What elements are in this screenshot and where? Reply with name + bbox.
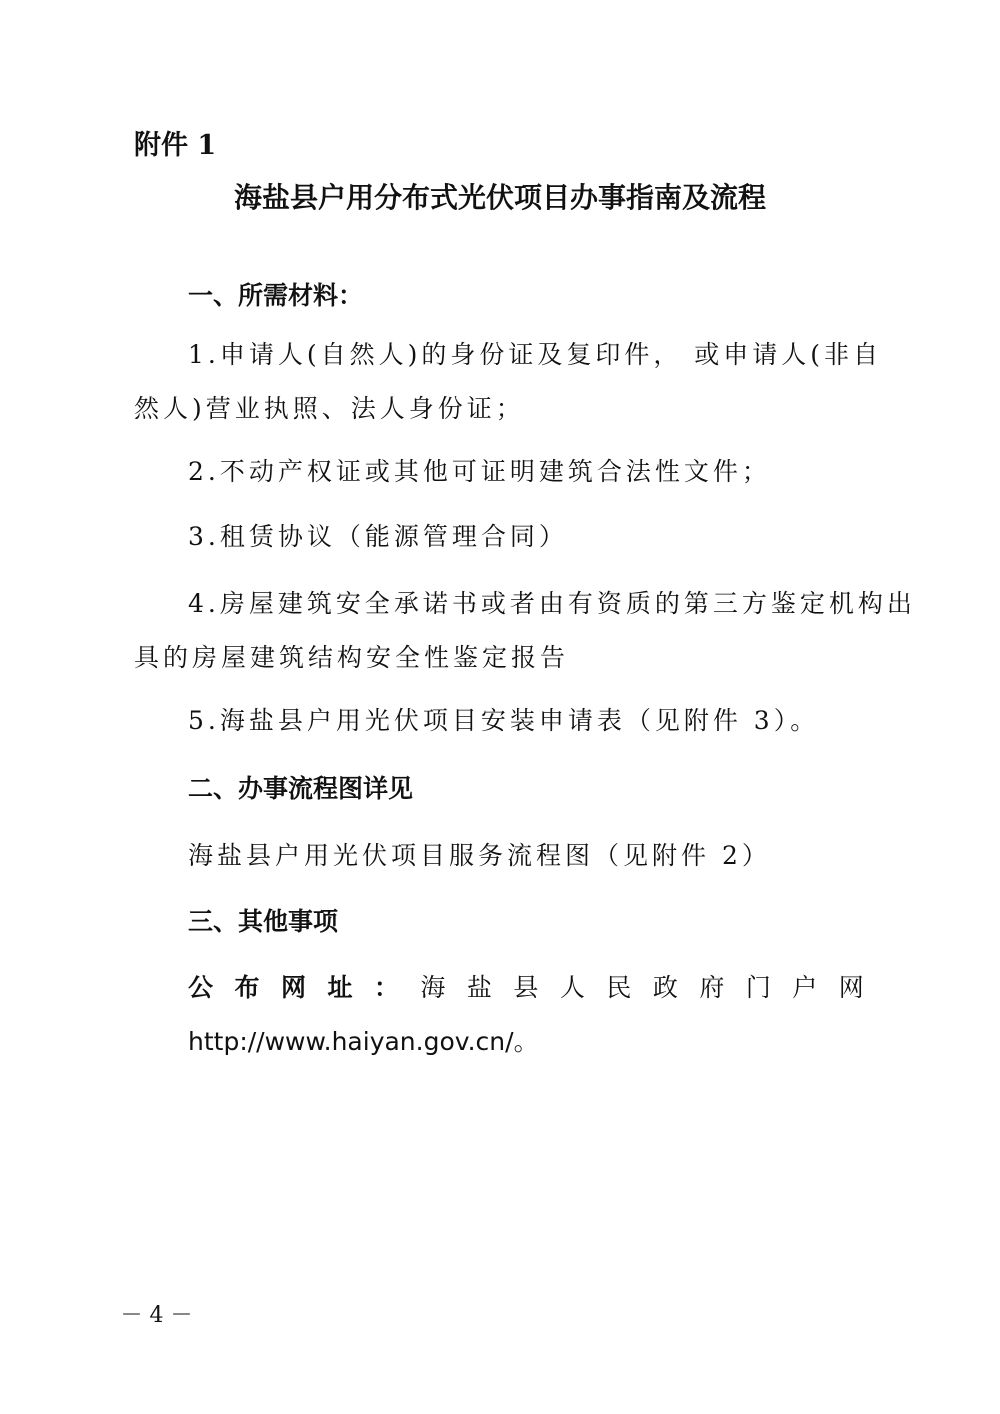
website-label-char: 址 xyxy=(327,973,353,1002)
website-label-char: 政 xyxy=(652,973,678,1002)
page-number: － 4 － xyxy=(120,1303,193,1328)
website-label-char: 公 xyxy=(188,973,214,1002)
materials-item-1-line-1: 1.申请人(自然人)的身份证及复印件， 或申请人(非自 xyxy=(188,340,883,369)
document-title: 海盐县户用分布式光伏项目办事指南及流程 xyxy=(233,181,766,214)
website-label-char: 府 xyxy=(699,973,725,1002)
materials-item-4-line-2: 具的房屋建筑结构安全性鉴定报告 xyxy=(134,643,570,672)
materials-item-1-line-2: 然人)营业执照、法人身份证； xyxy=(134,394,525,423)
materials-item-5: 5.海盐县户用光伏项目安装申请表（见附件 3）。 xyxy=(188,706,820,735)
materials-item-2: 2.不动产权证或其他可证明建筑合法性文件； xyxy=(188,457,771,486)
materials-item-3: 3.租赁协议（能源管理合同） xyxy=(188,522,568,551)
website-label-char: ： xyxy=(373,973,399,1002)
materials-item-4-line-1: 4.房屋建筑安全承诺书或者由有资质的第三方鉴定机构出 xyxy=(188,589,916,618)
website-label-char: 人 xyxy=(559,973,585,1002)
section-heading-other: 三、其他事项 xyxy=(188,907,339,936)
website-label-char: 盐 xyxy=(466,973,492,1002)
website-label-char: 户 xyxy=(792,973,818,1002)
section-heading-flow: 二、办事流程图详见 xyxy=(188,774,414,803)
website-label-char: 海 xyxy=(420,973,446,1002)
website-label-char: 门 xyxy=(745,973,771,1002)
website-label-char: 布 xyxy=(234,973,260,1002)
website-label-char: 网 xyxy=(838,973,864,1002)
section-heading-materials: 一、所需材料： xyxy=(188,281,364,310)
website-label-line xyxy=(188,970,864,1006)
website-label-char: 民 xyxy=(606,973,632,1002)
website-url[interactable]: http://www.haiyan.gov.cn/。 xyxy=(188,1027,539,1056)
website-label-char: 县 xyxy=(513,973,539,1002)
annex-label: 附件 1 xyxy=(134,130,217,161)
flow-chart-reference: 海盐县户用光伏项目服务流程图（见附件 2） xyxy=(188,841,771,870)
website-label-char: 网 xyxy=(280,973,306,1002)
